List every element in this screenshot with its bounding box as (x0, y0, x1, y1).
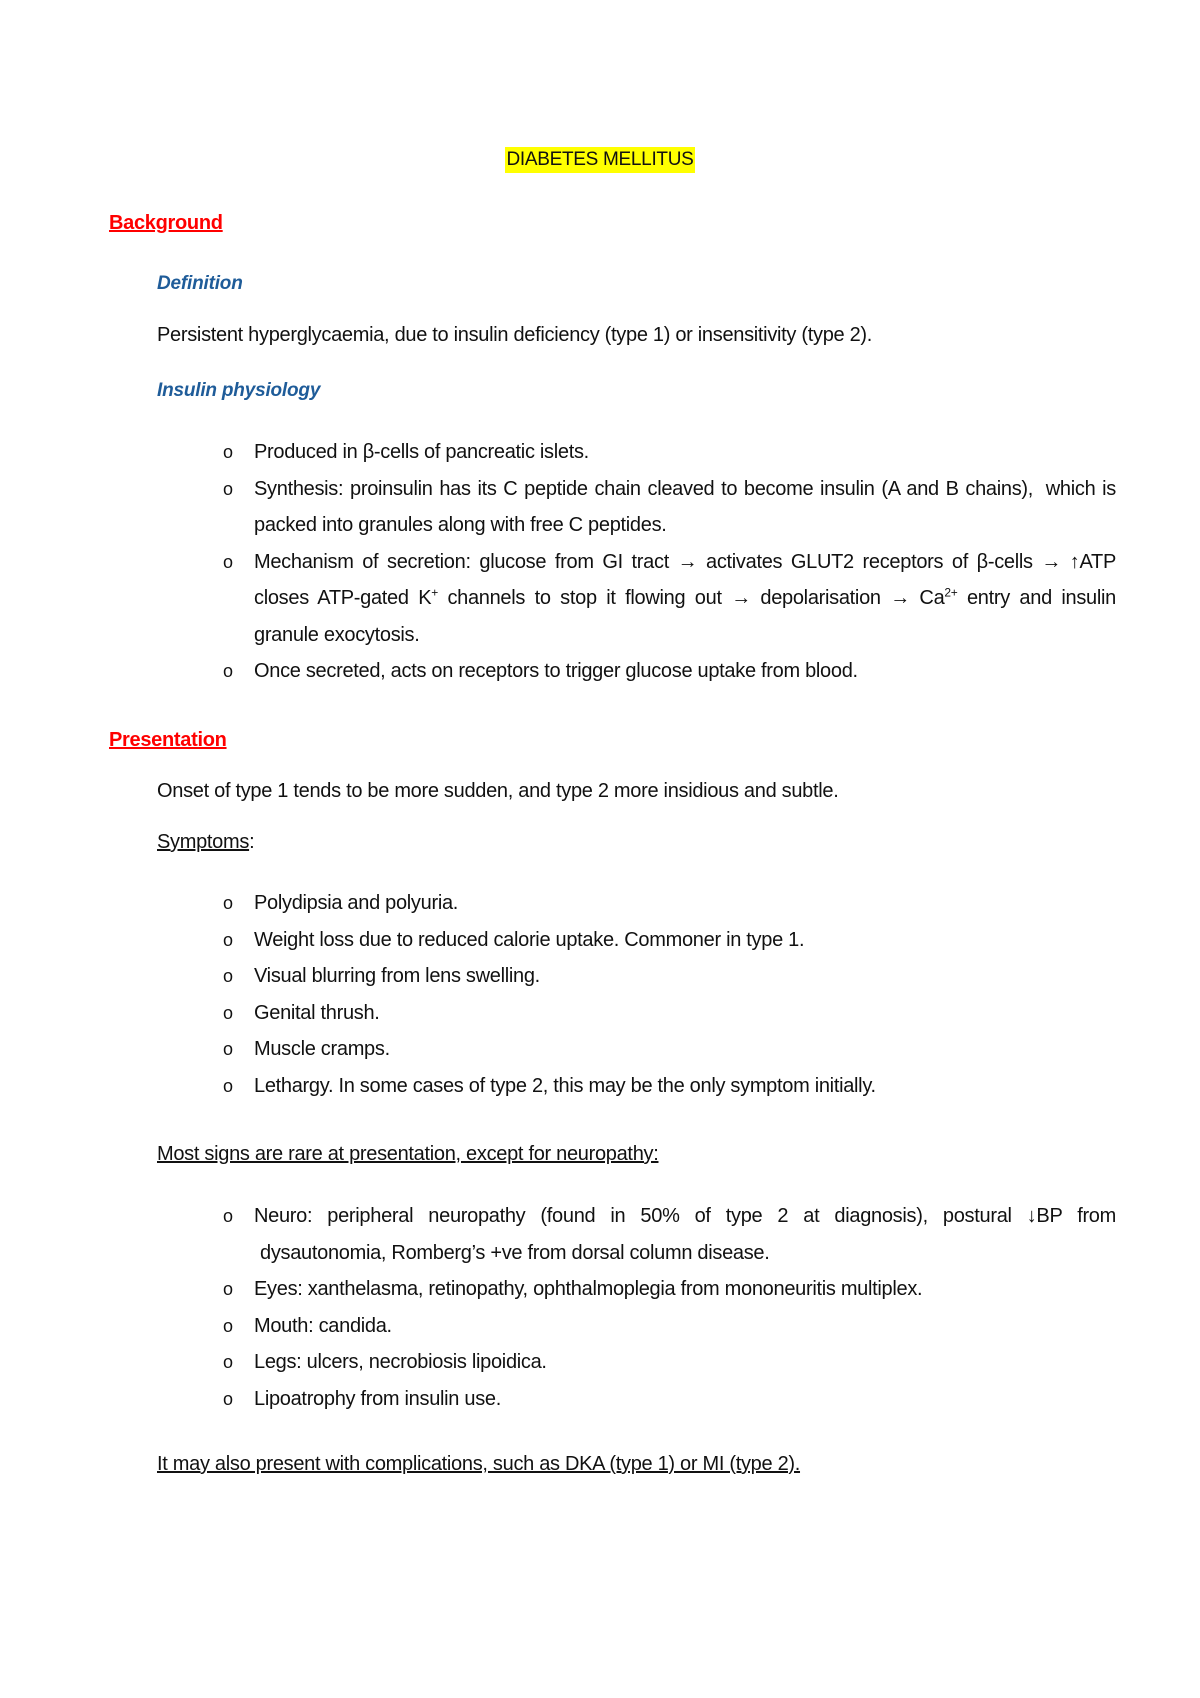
symptoms-label: Symptoms (157, 831, 250, 853)
list-item: o Legs: ulcers, necrobiosis lipoidica. (0, 1344, 1200, 1381)
subheading-definition: Definition (157, 273, 243, 294)
bullet-marker: o (223, 442, 233, 462)
bullet-marker: o (223, 893, 233, 913)
bullet-marker: o (223, 1352, 233, 1372)
list-item: o Polydipsia and polyuria. (0, 885, 1200, 922)
list-item: o Genital thrush. (0, 995, 1200, 1032)
list-item: o Produced in β-cells of pancreatic islets. (0, 434, 1200, 471)
bullet-marker: o (223, 1388, 233, 1409)
onset-text: Onset of type 1 tends to be more sudden, and type 2 more insidious and subtle. (157, 780, 839, 802)
bullet-marker: o (223, 1039, 233, 1059)
subheading-insulin-physiology: Insulin physiology (157, 380, 321, 401)
bullet-marker: o (223, 1315, 233, 1336)
bullet-marker: o (223, 1206, 233, 1226)
section-heading-background: Background (109, 212, 223, 234)
complications-note: It may also present with complications, such as DKA (type 1) or MI (type 2). (157, 1453, 801, 1475)
title-wrapper (0, 147, 1200, 173)
insulin-physiology-list (0, 434, 1200, 690)
bullet-marker: o (223, 1075, 233, 1096)
list-item: o Muscle cramps. (0, 1031, 1200, 1068)
list-item: o Mechanism of secretion: glucose from GI tract → activates GLUT2 receptors of β-cells → ↑ATP closes ATP-gated K+ channels to stop it flowing out → depolarisation → $Ca^{2+}$ entry and insulin granule exocytosis. (0, 544, 1200, 654)
bullet-marker: o (223, 551, 233, 572)
signs-heading: Most signs are rare at presentation, except for neuropathy: (157, 1143, 659, 1165)
symptoms-label-line: Symptoms: (157, 831, 255, 853)
list-item: o Neuro: peripheral neuropathy (found in 50% of type 2 at diagnosis), postural ↓BP from dysautonomia, Romberg’s +ve from dorsal column disease. (0, 1198, 1200, 1271)
list-item: o Synthesis: proinsulin has its C peptide chain cleaved to become insulin (A and B chains), which is packed into granules along with free C peptides. (0, 471, 1200, 544)
list-item: o Once secreted, acts on receptors to trigger glucose uptake from blood. (0, 653, 1200, 690)
bullet-marker: o (223, 478, 233, 499)
bullet-marker: o (223, 661, 233, 681)
list-item: o Lethargy. In some cases of type 2, this may be the only symptom initially. (0, 1068, 1200, 1105)
symptoms-list (0, 885, 1200, 1104)
signs-list (0, 1198, 1200, 1417)
list-item: o Mouth: candida. (0, 1308, 1200, 1345)
list-item: o Weight loss due to reduced calorie uptake. Commoner in type 1. (0, 922, 1200, 959)
list-item: o Lipoatrophy from insulin use. (0, 1381, 1200, 1418)
list-item: o Eyes: xanthelasma, retinopathy, ophthalmoplegia from mononeuritis multiplex. (0, 1271, 1200, 1308)
list-item: o Visual blurring from lens swelling. (0, 958, 1200, 995)
bullet-marker: o (223, 1002, 233, 1023)
bullet-marker: o (223, 1279, 233, 1299)
bullet-marker: o (223, 966, 233, 986)
definition-text: Persistent hyperglycaemia, due to insulin deficiency (type 1) or insensitivity (type 2). (157, 324, 873, 346)
document-title: DIABETES MELLITUS (505, 147, 694, 173)
section-heading-presentation: Presentation (109, 729, 227, 751)
bullet-marker: o (223, 929, 233, 950)
